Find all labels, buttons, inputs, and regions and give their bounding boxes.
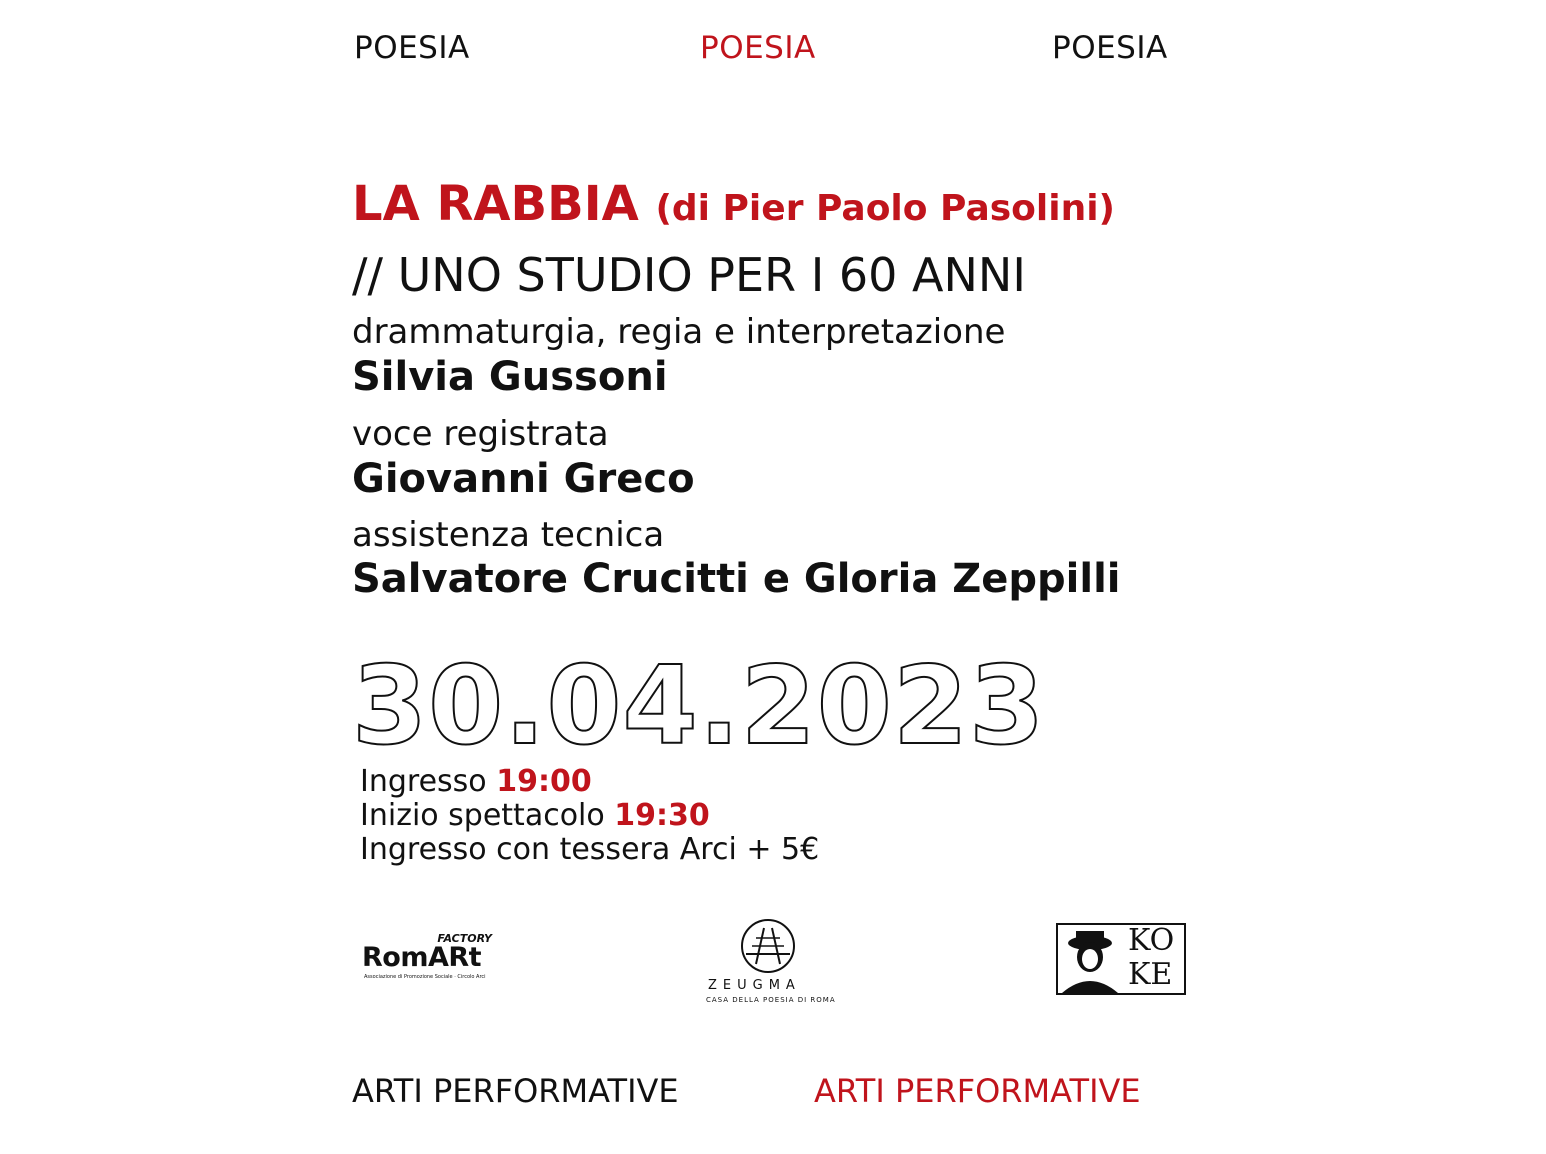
koke-logo xyxy=(1056,923,1186,995)
footer-word-right: ARTI PERFORMATIVE xyxy=(814,1072,1141,1110)
info-ticket: Ingresso con tessera Arci + 5€ xyxy=(360,832,820,867)
romart-logo xyxy=(362,932,498,982)
header-word-center: POESIA xyxy=(700,30,816,66)
zeugma-emblem-icon xyxy=(700,918,840,978)
credit-role-2: voce registrata xyxy=(352,414,609,454)
romart-logo-main: RomARt xyxy=(362,942,482,973)
event-title xyxy=(352,176,1115,232)
header-word-left: POESIA xyxy=(354,30,470,66)
credit-name-2: Giovanni Greco xyxy=(352,456,695,502)
info-entry xyxy=(360,764,592,799)
koke-logo-text-top: KO xyxy=(1128,923,1175,958)
koke-logo-text-bottom: KE xyxy=(1128,957,1173,992)
info-show-time: 19:30 xyxy=(614,798,710,833)
koke-portrait-icon xyxy=(1058,925,1124,993)
info-entry-time: 19:00 xyxy=(496,764,592,799)
info-entry-label: Ingresso xyxy=(360,764,487,799)
credit-role-1: drammaturgia, regia e interpretazione xyxy=(352,312,1006,352)
event-subtitle: // UNO STUDIO PER I 60 ANNI xyxy=(352,248,1026,302)
footer-word-left: ARTI PERFORMATIVE xyxy=(352,1072,679,1110)
info-show-label: Inizio spettacolo xyxy=(360,798,605,833)
zeugma-logo-name: ZEUGMA xyxy=(708,978,801,993)
info-show xyxy=(360,798,710,833)
event-date: 30.04.2023 xyxy=(352,644,1046,769)
header-word-right: POESIA xyxy=(1052,30,1168,66)
credit-name-1: Silvia Gussoni xyxy=(352,354,668,400)
zeugma-logo-caption: CASA DELLA POESIA DI ROMA xyxy=(706,996,836,1004)
romart-logo-caption: Associazione di Promozione Sociale · Circolo Arci xyxy=(364,974,486,980)
zeugma-logo xyxy=(700,918,840,1008)
event-title-author: (di Pier Paolo Pasolini) xyxy=(655,188,1115,229)
credit-role-3: assistenza tecnica xyxy=(352,515,665,555)
event-title-main: LA RABBIA xyxy=(352,176,639,232)
romart-logo-small: FACTORY xyxy=(437,932,492,945)
credit-name-3: Salvatore Crucitti e Gloria Zeppilli xyxy=(352,556,1121,602)
